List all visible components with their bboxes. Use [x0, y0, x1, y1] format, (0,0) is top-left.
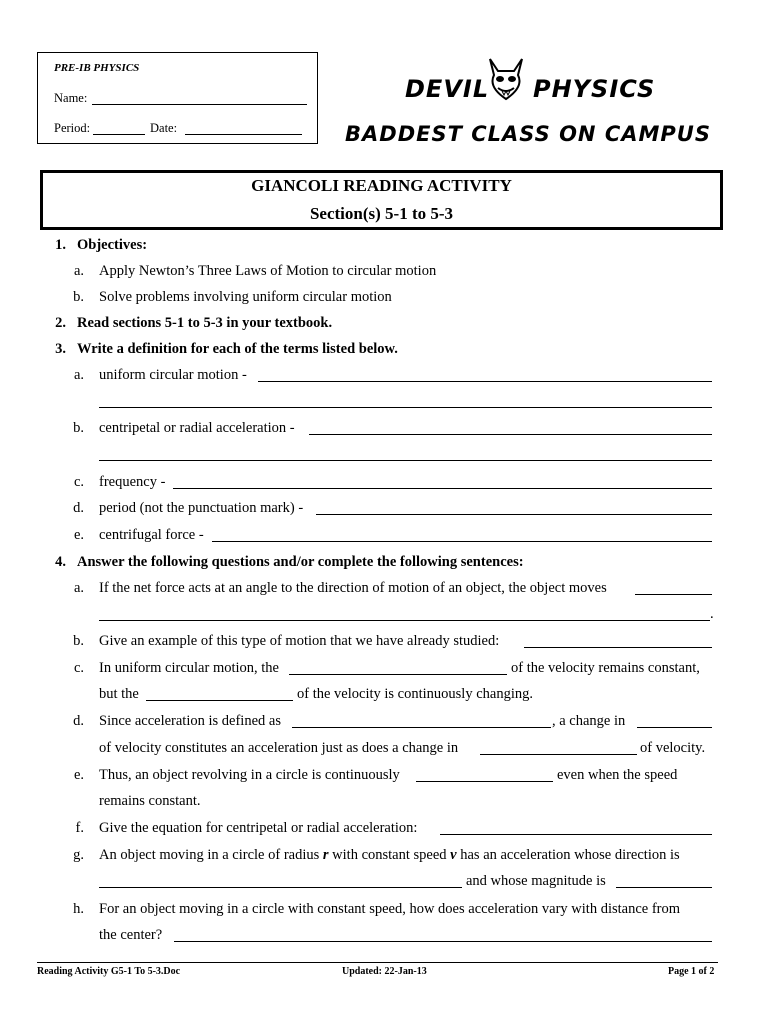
- footer-updated: Updated: 22-Jan-13: [342, 966, 427, 977]
- q4d-text-4: of velocity.: [640, 740, 706, 756]
- brand-word-devil: DEVIL: [405, 75, 490, 103]
- item-letter: h.: [73, 901, 84, 917]
- term-uniform-circular-motion: uniform circular motion -: [99, 367, 247, 383]
- answer-line[interactable]: [416, 781, 553, 782]
- answer-line[interactable]: [173, 488, 712, 489]
- q4g-text-1c: has an acceleration whose direction is: [460, 847, 680, 863]
- brand-tagline: BADDEST CLASS ON CAMPUS: [345, 122, 711, 146]
- answer-line[interactable]: [309, 434, 712, 435]
- q4h-text-2: the center?: [99, 927, 163, 943]
- item-letter: b.: [73, 420, 84, 436]
- term-frequency: frequency -: [99, 474, 166, 490]
- course-label: PRE-IB PHYSICS: [54, 62, 140, 74]
- q4c-text-2: of the velocity remains constant,: [511, 660, 700, 676]
- q1-heading: Objectives:: [77, 237, 148, 253]
- footer-divider: [37, 962, 718, 963]
- q4a-period: .: [710, 606, 714, 622]
- q4g-text-1: [99, 847, 680, 864]
- period-field[interactable]: [93, 134, 145, 135]
- item-letter: c.: [73, 660, 84, 676]
- answer-line[interactable]: [99, 460, 712, 461]
- item-letter: c.: [73, 474, 84, 490]
- q4-heading: Answer the following questions and/or complete the following sentences:: [77, 554, 524, 570]
- q4d-text-1: Since acceleration is defined as: [99, 713, 281, 729]
- answer-line[interactable]: [99, 407, 712, 408]
- footer-page-number: Page 1 of 2: [668, 966, 715, 977]
- brand-word-physics: PHYSICS: [533, 75, 656, 103]
- q4b-text: Give an example of this type of motion that we have already studied:: [99, 633, 500, 649]
- date-label: Date:: [150, 121, 178, 135]
- q4g-text-1a: An object moving in a circle of radius: [99, 847, 320, 863]
- item-letter: d.: [73, 713, 84, 729]
- item-letter: e.: [73, 767, 84, 783]
- q4f-text: Give the equation for centripetal or radial acceleration:: [99, 820, 418, 836]
- answer-line[interactable]: [440, 834, 712, 835]
- q3-heading: Write a definition for each of the terms listed below.: [77, 341, 398, 357]
- answer-line[interactable]: [637, 727, 712, 728]
- q4e-text-3: remains constant.: [99, 793, 201, 809]
- item-letter: a.: [73, 263, 84, 279]
- answer-line[interactable]: [174, 941, 712, 942]
- item-letter: f.: [75, 820, 84, 836]
- answer-line[interactable]: [99, 620, 710, 621]
- item-letter: d.: [73, 500, 84, 516]
- q4c-text-4: of the velocity is continuously changing.: [297, 686, 533, 702]
- term-centrifugal-force: centrifugal force -: [99, 527, 204, 543]
- name-label: Name:: [54, 91, 88, 105]
- name-field[interactable]: [92, 104, 307, 105]
- answer-line[interactable]: [616, 887, 712, 888]
- term-period: period (not the punctuation mark) -: [99, 500, 304, 516]
- q4a-text: If the net force acts at an angle to the direction of motion of an object, the object moves: [99, 580, 607, 596]
- footer-filename: Reading Activity G5-1 To 5-3.Doc: [37, 966, 181, 977]
- q4e-text-1: Thus, an object revolving in a circle is continuously: [99, 767, 400, 783]
- period-label: Period:: [54, 121, 91, 135]
- q2-heading: Read sections 5-1 to 5-3 in your textbook.: [77, 315, 333, 331]
- answer-line[interactable]: [258, 381, 712, 382]
- answer-line[interactable]: [212, 541, 712, 542]
- q4-number: 4.: [55, 554, 66, 570]
- item-letter: b.: [73, 633, 84, 649]
- q4g-text-2: and whose magnitude is: [466, 873, 606, 889]
- section-title: Section(s) 5-1 to 5-3: [309, 204, 454, 223]
- speed-symbol: v: [450, 847, 457, 863]
- item-letter: b.: [73, 289, 84, 305]
- item-letter: a.: [73, 367, 84, 383]
- answer-line[interactable]: [146, 700, 293, 701]
- term-centripetal-acceleration: centripetal or radial acceleration -: [99, 420, 295, 436]
- q2-number: 2.: [55, 315, 66, 331]
- q1-number: 1.: [55, 237, 66, 253]
- item-letter: e.: [73, 527, 84, 543]
- objective-a: Apply Newton’s Three Laws of Motion to circular motion: [99, 263, 437, 279]
- item-letter: g.: [73, 847, 84, 863]
- answer-line[interactable]: [316, 514, 712, 515]
- objective-b: Solve problems involving uniform circular motion: [99, 289, 392, 305]
- q4d-text-2: , a change in: [552, 713, 626, 729]
- q4d-text-3: of velocity constitutes an acceleration just as does a change in: [99, 740, 459, 756]
- q4h-text-1: For an object moving in a circle with constant speed, how does acceleration vary with distance from: [99, 901, 681, 917]
- date-field[interactable]: [185, 134, 302, 135]
- q4c-text-1: In uniform circular motion, the: [99, 660, 279, 676]
- answer-line[interactable]: [292, 727, 551, 728]
- answer-line[interactable]: [99, 887, 462, 888]
- answer-line[interactable]: [480, 754, 637, 755]
- q4c-text-3: but the: [99, 686, 139, 702]
- item-letter: a.: [73, 580, 84, 596]
- q3-number: 3.: [55, 341, 66, 357]
- devil-mascot-icon: [484, 55, 528, 101]
- q4g-text-1b: with constant speed: [332, 847, 447, 863]
- answer-line[interactable]: [524, 647, 712, 648]
- activity-title: GIANCOLI READING ACTIVITY: [251, 176, 512, 195]
- answer-line[interactable]: [635, 594, 712, 595]
- answer-line[interactable]: [289, 674, 507, 675]
- radius-symbol: r: [322, 847, 329, 863]
- q4e-text-2: even when the speed: [557, 767, 678, 783]
